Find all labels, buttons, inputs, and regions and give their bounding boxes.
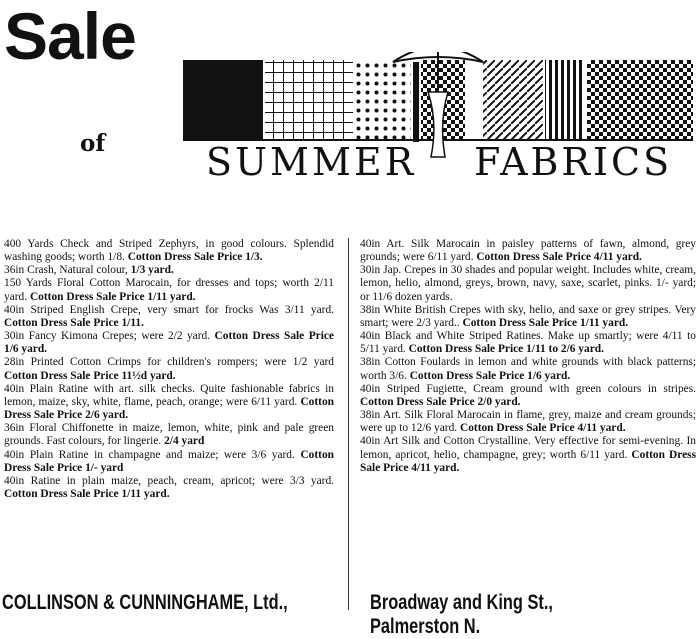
headline-fabrics: FABRICS	[474, 140, 673, 184]
item-description: 28in Printed Cotton Crimps for children's rompers; were 1/2 yard	[4, 356, 334, 369]
sale-item	[4, 264, 334, 277]
item-description: 40in Black and White Striped Ratines. Make up smartly; were 4/11 to 5/11 yard.	[360, 330, 696, 356]
sale-item	[4, 238, 334, 264]
item-price: 2/4 yard	[164, 435, 205, 448]
sale-item	[360, 383, 696, 409]
item-price: Cotton Dress Sale Price 1/11 to 2/6 yard.	[408, 343, 604, 356]
item-price: Cotton Dress Sale Price 1/11.	[4, 316, 144, 329]
item-description: 40in Striped Fugiette, Cream ground with green colours in stripes.	[360, 382, 696, 395]
item-price: Cotton Dress Sale Price 1/11 yard.	[462, 316, 629, 329]
item-description: 40in Ratine in plain maize, peach, cream, apricot; were 3/3 yard.	[4, 474, 334, 487]
column-divider	[348, 238, 349, 610]
sale-item	[4, 330, 334, 356]
sale-item	[360, 304, 696, 330]
item-price: Cotton Dress Sale Price 2/6 yard.	[4, 395, 334, 422]
sale-item	[360, 330, 696, 356]
sale-item	[360, 238, 696, 264]
item-description: 30in Fancy Kimona Crepes; were 2/2 yard.	[4, 330, 211, 343]
headline-of: of	[80, 130, 106, 157]
store-address: Broadway and King St., Palmerston N.	[370, 591, 553, 638]
item-description: 36in Floral Chiffonette in maize, lemon, white, pink and pale green grounds. Fast colours, for lingerie.	[4, 422, 334, 448]
sale-item	[4, 277, 334, 303]
right-column	[360, 238, 696, 475]
item-description: 38in White British Crepes with sky, helio, and saxe or grey stripes. Very smart; were 2/3 yard..	[360, 303, 696, 329]
item-price: Cotton Dress Sale Price 1/11 yard.	[4, 487, 170, 500]
item-price: Cotton Dress Sale Price 1/- yard	[4, 448, 334, 474]
item-description: 150 Yards Floral Cotton Marocain, for dresses and tops; worth 2/11 yard.	[4, 277, 334, 303]
item-price: Cotton Dress Sale Price 1/3.	[127, 251, 263, 264]
item-price: Cotton Dress Sale Price 1/6 yard.	[4, 330, 334, 356]
item-price: Cotton Dress Sale Price 2/0 yard.	[360, 395, 521, 408]
item-description: 40in Plain Ratine in champagne and maize; were 3/6 yard.	[4, 448, 295, 461]
sale-item	[4, 383, 334, 422]
sale-item	[360, 409, 696, 435]
sale-item	[4, 356, 334, 382]
item-description: 40in Art Silk and Cotton Crystalline. Very effective for semi-evening. In lemon, apricot, helio, champagne, grey; worth 6/11 yard.	[360, 435, 696, 461]
sale-item	[4, 304, 334, 330]
item-description: 40in Striped English Crepe, very smart for frocks Was 3/11 yard.	[4, 303, 334, 316]
left-column	[4, 238, 334, 501]
headline-summer: SUMMER	[206, 140, 417, 184]
item-price: Cotton Dress Sale Price 1/11 yard.	[29, 290, 196, 303]
sale-item	[4, 475, 334, 501]
headline-sale: Sale	[4, 0, 136, 73]
item-price: Cotton Dress Sale Price 4/11 yard.	[459, 422, 626, 435]
sale-item	[360, 356, 696, 382]
item-description: 40in Plain Ratine with art. silk checks. Quite fashionable fabrics in lemon, maize, sky, white, flame, peach, orange; were 6/11 yard.	[4, 382, 334, 408]
item-description: 400 Yards Check and Striped Zephyrs, in good colours. Splendid washing goods; worth 1/8.	[4, 238, 334, 264]
item-price: Cotton Dress Sale Price 4/11 yard.	[476, 251, 642, 264]
store-name: COLLINSON & CUNNINGHAME, Ltd.,	[2, 591, 288, 614]
sale-item	[4, 422, 334, 448]
item-price: Cotton Dress Sale Price 11½d yard.	[4, 369, 176, 382]
item-description: 40in Art. Silk Marocain in paisley patterns of fawn, almond, grey grounds; were 6/11 yard.	[360, 238, 696, 264]
sale-item	[360, 435, 696, 474]
sale-item	[360, 264, 696, 303]
item-price: 1/3 yard.	[130, 264, 174, 277]
item-description: 38in Art. Silk Floral Marocain in flame, grey, maize and cream grounds; were up to 12/6 yard.	[360, 409, 696, 435]
item-price: Cotton Dress Sale Price 1/6 yard.	[409, 369, 571, 382]
item-description: 30in Jap. Crepes in 30 shades and popular weight. Includes white, cream, lemon, helio, almond, greys, brown, navy, saxe, scarlet, pinks. 1/- yard; or 11/6 dozen yards.	[360, 264, 696, 303]
sale-item	[4, 449, 334, 475]
item-description: 36in Crash, Natural colour,	[4, 264, 128, 277]
item-price: Cotton Dress Sale Price 4/11 yard.	[360, 448, 697, 474]
item-description: 38in Cotton Foulards in lemon and white grounds with black patterns; worth 3/6.	[360, 356, 696, 382]
